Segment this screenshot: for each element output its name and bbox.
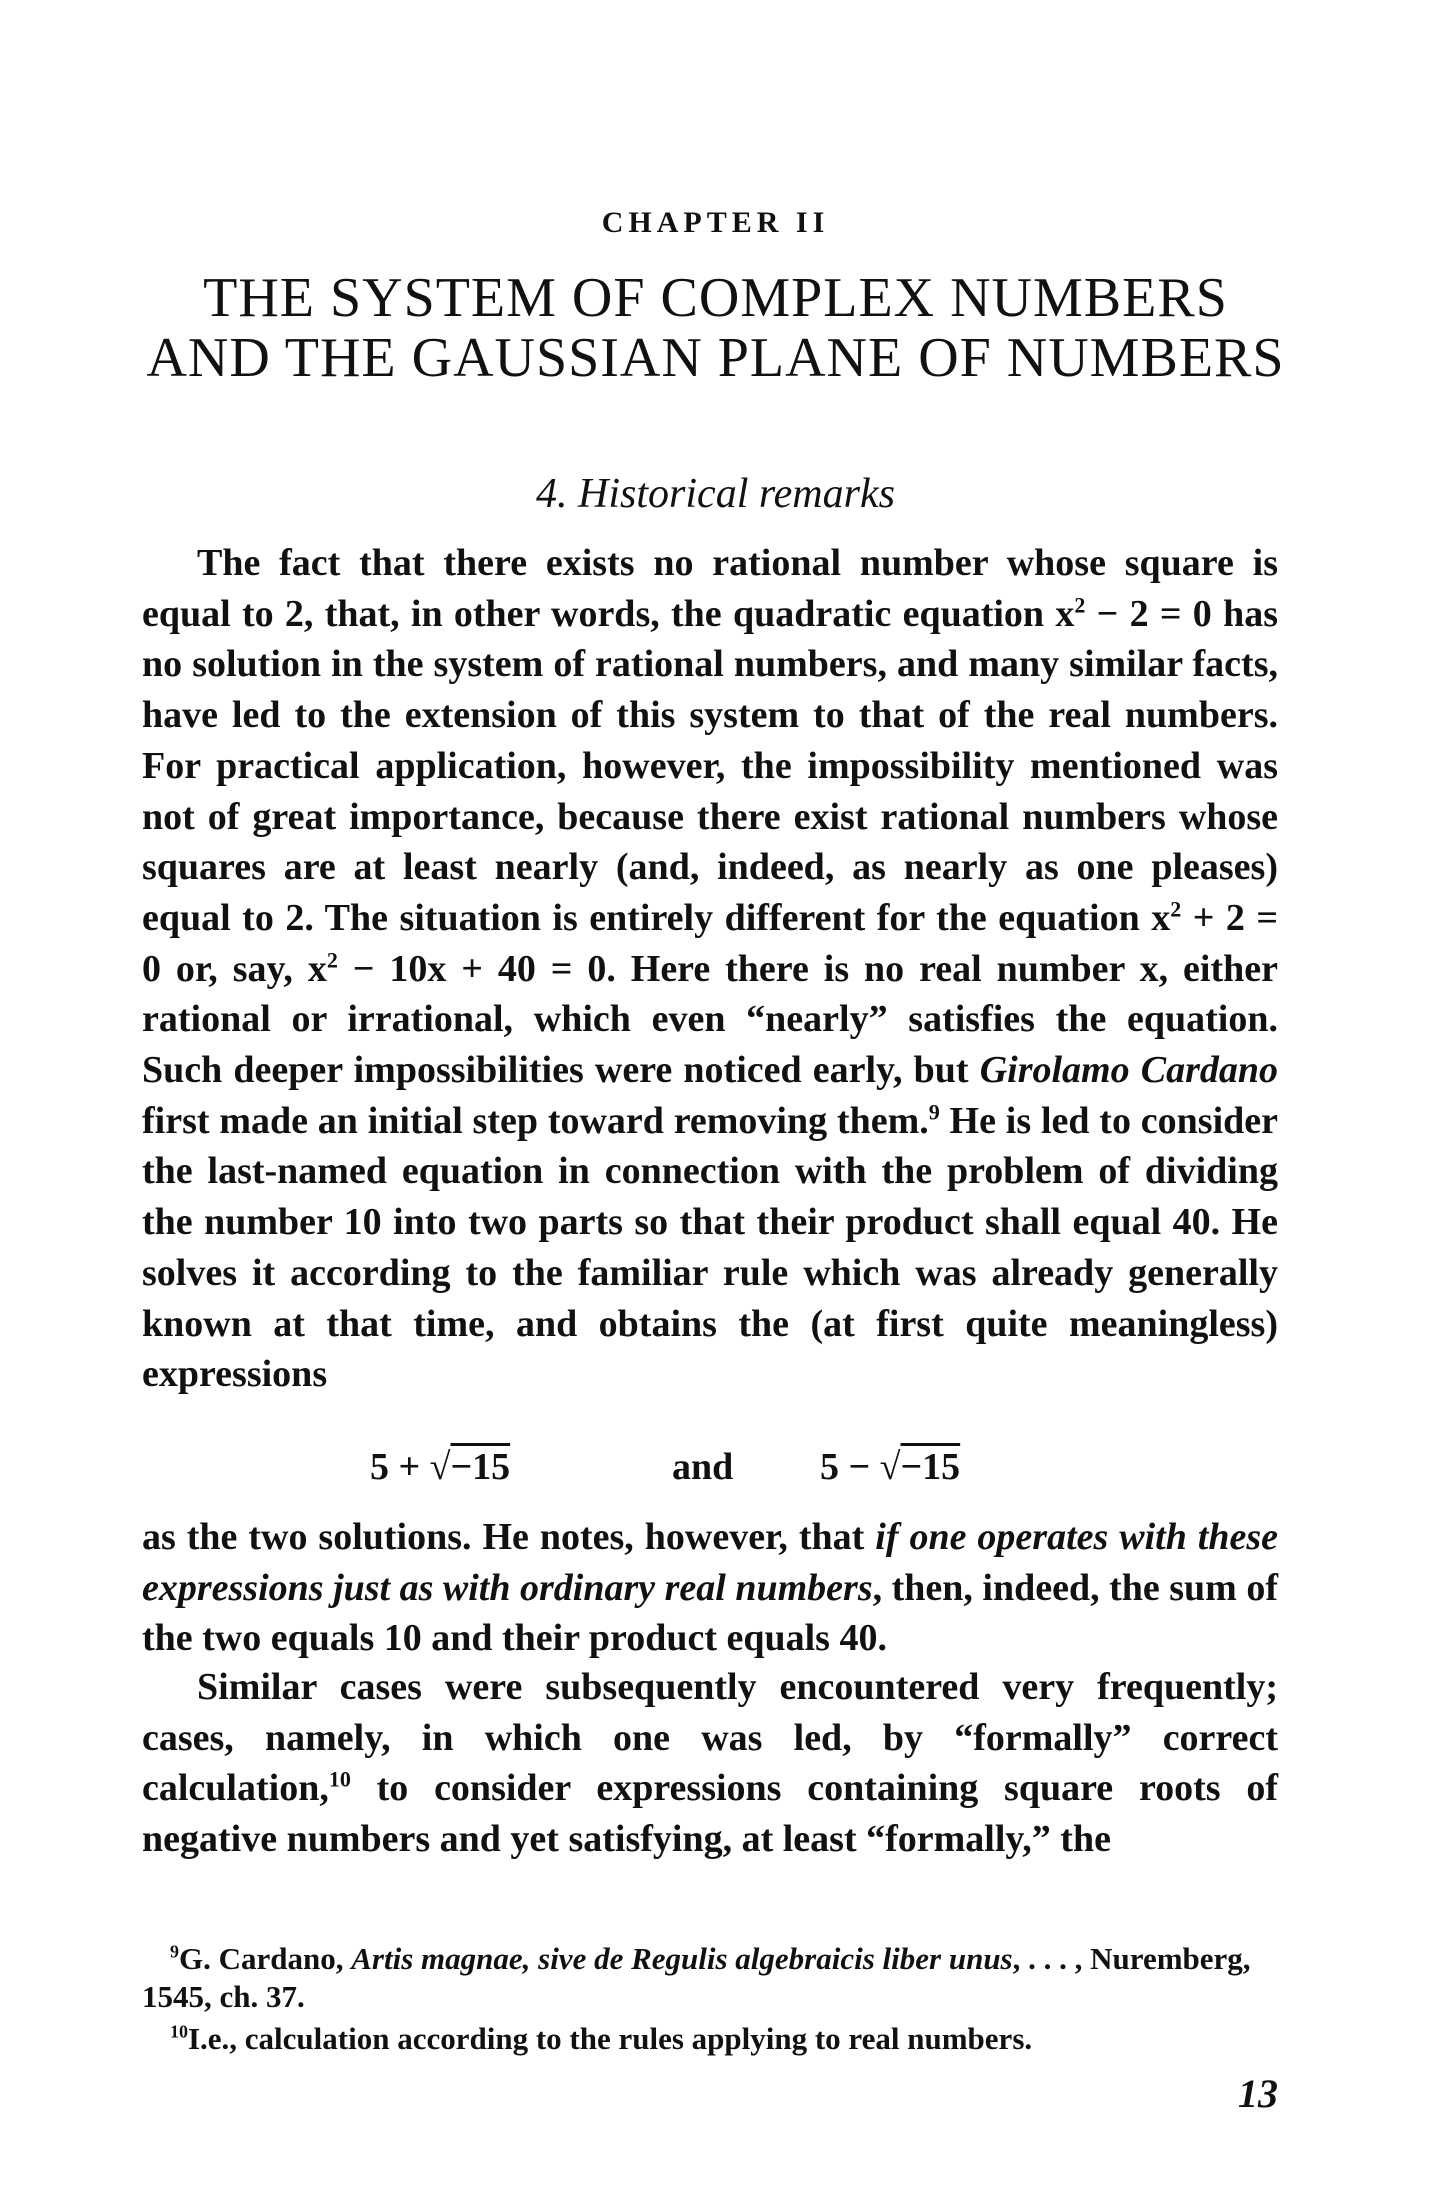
footnote-ref-10: 10 bbox=[328, 1766, 351, 1792]
chapter-title-line-2: AND THE GAUSSIAN PLANE OF NUMBERS bbox=[146, 327, 1285, 389]
formula-left: 5 + √−15 bbox=[370, 1446, 511, 1488]
formula-and: and bbox=[672, 1446, 734, 1488]
footnote-10: $^{10}$I.e., calculation according to the rules applying to real numbers. bbox=[170, 2021, 1033, 2056]
display-formula bbox=[0, 1445, 1431, 1505]
section-title: Historical remarks bbox=[578, 471, 895, 517]
section-number: 4. bbox=[536, 471, 568, 517]
cardano-name: Girolamo Cardano bbox=[979, 1049, 1279, 1092]
paragraph-3: Similar cases were subsequently encountered very frequently; cases, namely, in which one was led, by “formally” correct calculation,$^{10}$ to consider expressions containing square roots of negative numbers and yet satisfying, at least “formally,” the bbox=[142, 1666, 1278, 1861]
paragraph-1: The fact that there exists no rational number whose square is equal to 2, that, in other words, the quadratic equation $x^2 - 2 = 0$ has no solution in the system of rational numbers, and many similar facts, have led to the extension of this system to that of the real numbers. For practical application, however, the impossibility mentioned was not of great importance, because there exist rational numbers whose squares are at least nearly (and, indeed, as nearly as one pleases) equal to 2. The situation is entirely different for the equation $x^2 + 2 = 0$ or, say, $x^2 - 10x + 40 = 0$. Here there is no real number x, either rational or irrational, which even “nearly” satisfies the equation. Such deeper impossibilities were noticed early, but Girolamo Cardano first made an initial step toward removing them.$^9$ He is led to consider the last-named equation in connection with the problem of dividing the number 10 into two parts so that their product shall equal 40. He solves it according to the familiar rule which was already generally known at that time, and obtains the (at first quite meaningless) expressions bbox=[142, 542, 1279, 1396]
chapter-label: CHAPTER II bbox=[601, 206, 830, 239]
paragraph-2: as the two solutions. He notes, however, that if one operates with these expressions just as with ordinary real numbers, then, indeed, the sum of the two equals 10 and their product equals 40. bbox=[142, 1516, 1278, 1660]
footnote-9: $^9$G. Cardano, Artis magnae, sive de Regulis algebraicis liber unus, . . . , Nuremberg, 1545, ch. 37. bbox=[142, 1941, 1251, 2014]
section-heading bbox=[0, 470, 1431, 518]
footnotes bbox=[142, 1940, 1278, 2058]
chapter-title bbox=[0, 268, 1431, 388]
chapter-title-line-1: THE SYSTEM OF COMPLEX NUMBERS bbox=[203, 267, 1228, 329]
page-number: 13 bbox=[1238, 2071, 1278, 2116]
footnote-ref-9: 9 bbox=[928, 1099, 940, 1125]
formula-right: 5 − √−15 bbox=[820, 1446, 961, 1488]
emphasis-text: if one operates with these expressions just as with ordinary real numbers bbox=[142, 1516, 1278, 1609]
